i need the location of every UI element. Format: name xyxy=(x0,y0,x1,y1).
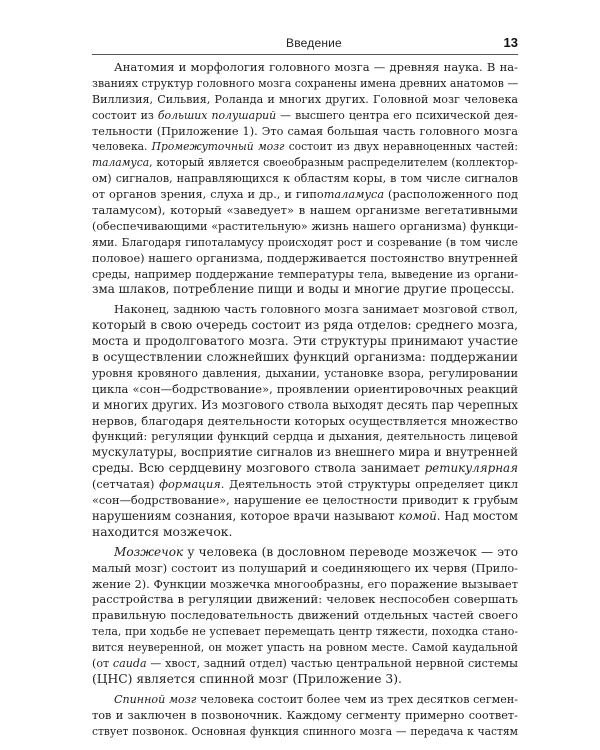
text-line: функций: регуляции функций сердца и дыхания, деятельность лицевой xyxy=(92,430,518,444)
body-text xyxy=(92,60,518,743)
text-line: жение 2). Функции мозжечка многообразны, его поражение вызывает xyxy=(92,577,518,591)
text-line: (сетчатая) формация. Деятельность этой структуры определяет цикл xyxy=(92,478,518,492)
text-line: «сон—бодрствование», нарушение ее целостности приводит к грубым xyxy=(92,494,518,508)
text-line: (ЦНС) является спинной мозг (Приложение 3). xyxy=(92,671,402,686)
text-line: Мозжечок у человека (в дословном переводе мозжечок — это xyxy=(114,544,518,559)
text-line: цикла «сон—бодрствование», проявлении ориентировочных реакций xyxy=(92,381,518,396)
text-line: таламуса, который является своеобразным распределителем (коллектор- xyxy=(92,156,518,170)
text-line: малый мозг) состоит из полушарий и соединяющего их червя (Прило- xyxy=(92,561,518,575)
paragraph-4 xyxy=(92,692,518,740)
text-line: уровня кровяного давления, дыхании, установке взора, регулировании xyxy=(92,366,518,380)
text-line: ом) сигналов, направляющихся к областям коры, в том числе сигналов xyxy=(92,172,518,186)
text-line: в осуществлении сложнейших функций организма: поддержании xyxy=(92,350,518,365)
page-number: 13 xyxy=(503,35,518,50)
text-line: званиях структур головного мозга сохранены имена древних анатомов — xyxy=(92,76,518,90)
text-line: тов и заключен в позвоночник. Каждому сегменту примерно соответ- xyxy=(92,708,518,722)
text-line: среды, например поддержание температуры тела, выведение из органи- xyxy=(92,267,518,281)
text-line: тела, при ходьбе не успевает перемещать центр тяжести, походка стано- xyxy=(92,625,518,639)
text-line: ствует позвонок. Основная функция спинного мозга — передача к частям xyxy=(92,724,518,738)
text-line: вится неуверенной, он может упасть на ровном месте. Самой каудальной xyxy=(92,641,518,655)
text-line: тельности (Приложение 1). Это самая большая часть головного мозга xyxy=(92,124,518,138)
text-line: и многих других. Из мозгового ствола выходят десять пар черепных xyxy=(92,397,518,412)
text-line: Анатомия и морфология головного мозга — древняя наука. В на- xyxy=(114,60,518,74)
text-line: от органов зрения, слуха и др., и гипоталамуса (расположенного под xyxy=(92,188,518,202)
header-rule xyxy=(92,54,518,55)
paragraph-2 xyxy=(92,302,518,540)
text-line: таламусом), который «заведует» в нашем организме вегетативными xyxy=(92,203,518,218)
text-line: нарушениям сознания, которое врачи называют комой. Над мостом xyxy=(92,508,518,523)
text-line: мускулатуры, восприятие сигналов из внешнего мира и внутренней xyxy=(92,445,518,460)
text-line: находится мозжечок. xyxy=(92,524,233,539)
text-line: расстройства в регуляции движений: человек неспособен совершать xyxy=(92,592,518,607)
paragraph-3 xyxy=(92,545,518,688)
text-line: который в свою очередь состоит из ряда отделов: среднего мозга, xyxy=(92,318,518,333)
text-line: Наконец, заднюю часть головного мозга занимает мозговой ствол, xyxy=(114,303,518,317)
text-line: среды. Всю сердцевину мозгового ствола занимает ретикулярная xyxy=(92,461,518,476)
text-line: Спинной мозг человека состоит более чем из трех десятков сегмен- xyxy=(114,692,518,706)
text-line: человека. Промежуточный мозг состоит из двух неравноценных частей: xyxy=(92,140,518,154)
paragraph-1 xyxy=(92,60,518,298)
text-line: состоит из больших полушарий — высшего центра его психической дея- xyxy=(92,108,518,122)
page-header xyxy=(92,34,518,56)
running-head: Введение xyxy=(286,36,342,50)
text-line: половое) нашего организма, поддерживается постоянство внутренней xyxy=(92,251,518,265)
text-line: (от cauda — хвост, задний отдел) частью центральной нервной системы xyxy=(92,656,518,670)
text-line: нервов, благодаря деятельности которых осуществляется множество xyxy=(92,413,518,428)
text-line: Виллизия, Сильвия, Роланда и многих других. Головной мозг человека xyxy=(92,92,518,106)
text-line: моста и продолговатого мозга. Эти структуры принимают участие xyxy=(92,334,518,349)
text-line: зма шлаков, потребление пищи и воды и многие другие процессы. xyxy=(92,282,515,297)
text-line: (обеспечивающими «растительную» жизнь нашего организма) функци- xyxy=(92,219,518,233)
text-line: правильную последовательность движений отдельных частей своего xyxy=(92,608,518,623)
text-line: ями. Благодаря гипоталамусу происходят рост и созревание (в том числе xyxy=(92,235,518,249)
